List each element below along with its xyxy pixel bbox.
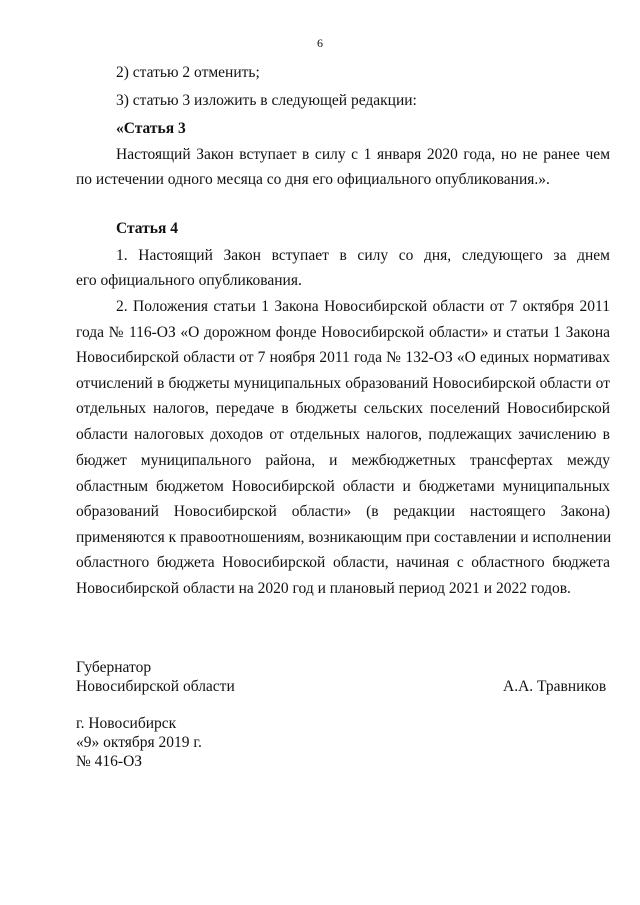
- article-3-line-2: по истечении одного месяца со дня его официального опубликования.».: [76, 171, 550, 188]
- article-4-p2-line: образований Новосибирской области» (в редакции настоящего Закона): [76, 503, 610, 520]
- signature-title-1: Губернатор: [76, 659, 152, 676]
- footer-date: «9» октября 2019 г.: [76, 734, 202, 751]
- article-4-p2-line: применяются к правоотношениям, возникающим при составлении и исполнении: [76, 529, 612, 546]
- footer-city: г. Новосибирск: [76, 715, 177, 732]
- article-4-p1-line: 1. Настоящий Закон вступает в силу со дня, следующего за днем: [116, 247, 610, 264]
- item-3: 3) статью 3 изложить в следующей редакции:: [116, 92, 417, 109]
- article-4-p2-line: отдельных налогов, передаче в бюджеты сельских поселений Новосибирской: [76, 400, 610, 417]
- article-4-p2-line: областным бюджетом Новосибирской области и бюджетами муниципальных: [76, 478, 610, 495]
- article-4-p2-line: отчислений в бюджеты муниципальных образований Новосибирской области от: [76, 375, 610, 392]
- article-4-p1-line: его официального опубликования.: [76, 272, 302, 289]
- article-4-heading: Статья 4: [116, 220, 178, 237]
- article-4-p2-line: областного бюджета Новосибирской области, начиная с областного бюджета: [76, 554, 610, 571]
- article-4-p2-line: 2. Положения статьи 1 Закона Новосибирской области от 7 октября 2011: [116, 298, 610, 315]
- signatory-name: А.А. Травников: [503, 678, 607, 695]
- article-4-p2-line: Новосибирской области на 2020 год и плановый период 2021 и 2022 годов.: [76, 580, 571, 597]
- article-4-p2-line: года № 116-ОЗ «О дорожном фонде Новосибирской области» и статьи 1 Закона: [76, 324, 610, 341]
- item-2: 2) статью 2 отменить;: [116, 64, 260, 81]
- article-3-heading: «Статья 3: [116, 120, 186, 137]
- footer-number: № 416-ОЗ: [76, 753, 143, 770]
- article-4-p2-line: области налоговых доходов от отдельных налогов, подлежащих зачислению в: [76, 426, 610, 443]
- article-4-p2-line: бюджет муниципального района, и межбюджетных трансфертах между: [76, 452, 610, 469]
- article-3-line-1: Настоящий Закон вступает в силу с 1 января 2020 года, но не ранее чем: [116, 146, 610, 163]
- article-4-p2-line: Новосибирской области от 7 ноября 2011 года № 132-ОЗ «О единых нормативах: [76, 349, 610, 366]
- page-number: 6: [317, 36, 323, 50]
- signature-title-2: Новосибирской области: [76, 678, 235, 695]
